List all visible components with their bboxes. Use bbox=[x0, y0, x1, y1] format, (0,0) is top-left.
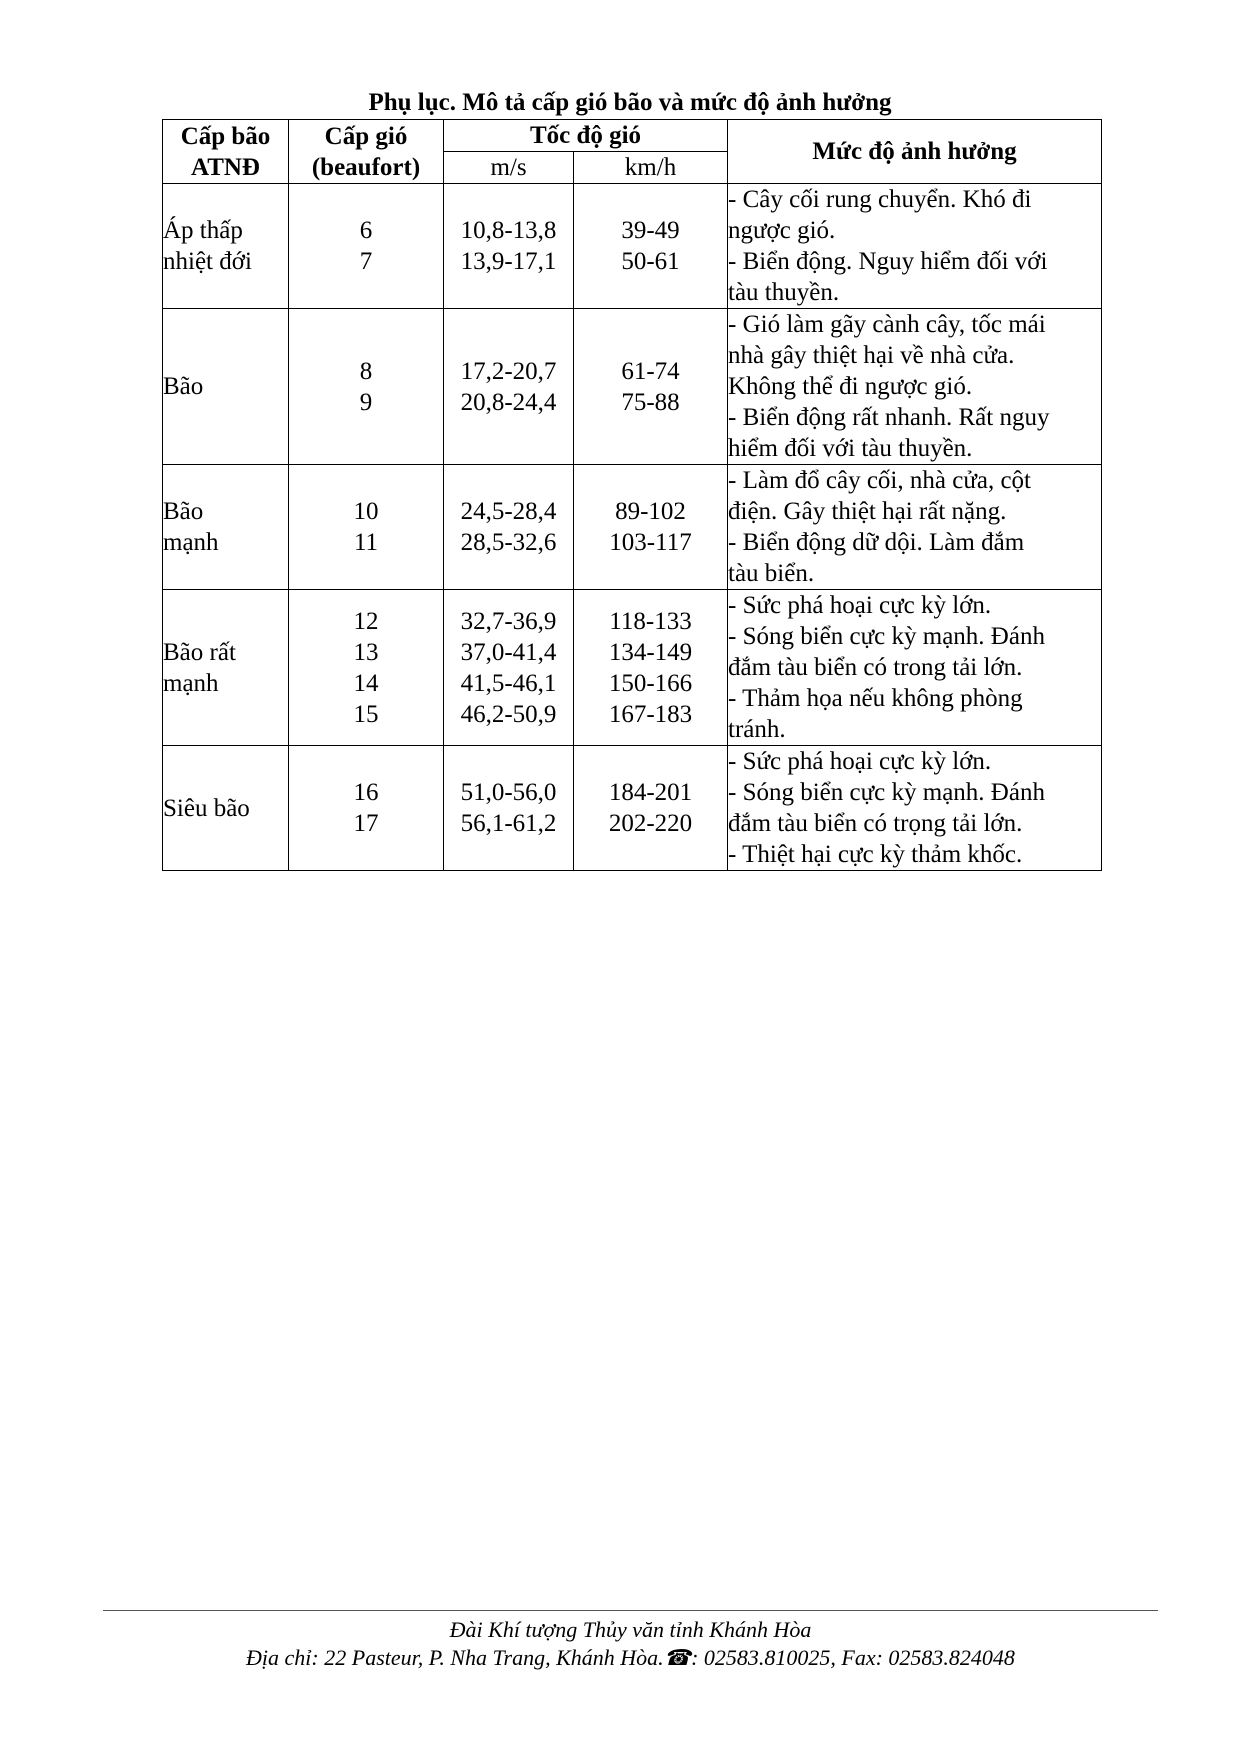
kmh-value: 39-49 bbox=[621, 217, 680, 244]
impact-line: - Sức phá hoại cực kỳ lớn. bbox=[728, 592, 992, 619]
beaufort-value: 12 bbox=[353, 607, 379, 635]
header-cap-gio-line2: (beaufort) bbox=[311, 153, 421, 181]
cell-category bbox=[163, 465, 289, 590]
impact-line: tránh. bbox=[728, 716, 786, 743]
cell-beaufort bbox=[289, 590, 444, 746]
kmh-value: 50-61 bbox=[621, 248, 680, 275]
header-kmh: km/h bbox=[574, 152, 728, 184]
kmh-value: 61-74 bbox=[621, 357, 680, 385]
impact-line: - Sóng biển cực kỳ mạnh. Đánh bbox=[728, 623, 1045, 650]
header-toc-do-gio: Tốc độ gió bbox=[444, 120, 728, 152]
header-cap-gio-line1: Cấp gió bbox=[324, 122, 408, 150]
category-line: Bão bbox=[163, 373, 204, 400]
beaufort-value: 9 bbox=[359, 388, 373, 416]
impact-line: tàu biển. bbox=[728, 560, 815, 587]
cell-ms bbox=[444, 184, 574, 309]
beaufort-value: 16 bbox=[353, 779, 379, 806]
table-row bbox=[163, 465, 1102, 590]
header-ms: m/s bbox=[444, 152, 574, 184]
impact-line: Không thể đi ngược gió. bbox=[728, 373, 973, 400]
ms-value: 46,2-50,9 bbox=[460, 700, 557, 728]
ms-value: 28,5-32,6 bbox=[460, 529, 557, 556]
ms-value: 32,7-36,9 bbox=[460, 607, 557, 635]
impact-line: - Biển động dữ dội. Làm đắm bbox=[728, 529, 1025, 556]
impact-line: - Sóng biển cực kỳ mạnh. Đánh bbox=[728, 779, 1045, 806]
cell-beaufort bbox=[289, 746, 444, 871]
kmh-value: 103-117 bbox=[609, 529, 692, 556]
impact-line: - Cây cối rung chuyển. Khó đi bbox=[728, 186, 1032, 213]
ms-value: 41,5-46,1 bbox=[460, 669, 557, 697]
footer-organization: Đài Khí tượng Thủy văn tỉnh Khánh Hòa bbox=[449, 1617, 812, 1642]
impact-line: nhà gây thiệt hại về nhà cửa. bbox=[728, 342, 1015, 369]
category-line: Bão bbox=[163, 498, 204, 525]
cell-beaufort bbox=[289, 465, 444, 590]
table-row bbox=[163, 309, 1102, 465]
impact-line: - Biển động. Nguy hiểm đối với bbox=[728, 248, 1048, 275]
impact-line: đắm tàu biển có trong tải lớn. bbox=[728, 654, 1023, 681]
beaufort-value: 11 bbox=[353, 529, 379, 556]
footer-divider bbox=[103, 1610, 1158, 1611]
cell-kmh bbox=[574, 309, 728, 465]
cell-beaufort bbox=[289, 309, 444, 465]
cell-impact bbox=[728, 184, 1102, 309]
impact-line: - Thảm họa nếu không phòng bbox=[728, 685, 1023, 712]
impact-line: hiểm đối với tàu thuyền. bbox=[728, 435, 973, 462]
cell-impact bbox=[728, 309, 1102, 465]
table-row bbox=[163, 590, 1102, 746]
beaufort-value: 13 bbox=[353, 638, 379, 666]
cell-kmh bbox=[574, 465, 728, 590]
cell-beaufort bbox=[289, 184, 444, 309]
header-row-1 bbox=[163, 120, 1102, 152]
impact-line: - Gió làm gãy cành cây, tốc mái bbox=[728, 311, 1046, 338]
cell-impact bbox=[728, 590, 1102, 746]
ms-value: 24,5-28,4 bbox=[460, 498, 557, 525]
cell-category bbox=[163, 309, 289, 465]
kmh-value: 75-88 bbox=[621, 388, 680, 416]
header-cap-bao-line2: ATNĐ bbox=[191, 153, 260, 181]
cell-category bbox=[163, 184, 289, 309]
category-line: nhiệt đới bbox=[163, 248, 252, 275]
footer-address: Địa chỉ: 22 Pasteur, P. Nha Trang, Khánh Hòa.☎: 02583.810025, Fax: 02583.824048 bbox=[246, 1645, 1015, 1670]
impact-line: - Thiệt hại cực kỳ thảm khốc. bbox=[728, 841, 1023, 868]
impact-line: tàu thuyền. bbox=[728, 279, 840, 306]
kmh-value: 89-102 bbox=[615, 498, 686, 525]
kmh-value: 184-201 bbox=[608, 779, 693, 806]
kmh-value: 150-166 bbox=[608, 669, 693, 697]
beaufort-value: 6 bbox=[359, 217, 373, 244]
cell-kmh bbox=[574, 184, 728, 309]
ms-value: 20,8-24,4 bbox=[460, 388, 557, 416]
ms-value: 37,0-41,4 bbox=[460, 638, 557, 666]
table-row bbox=[163, 746, 1102, 871]
cell-ms bbox=[444, 309, 574, 465]
category-line: Siêu bão bbox=[163, 794, 250, 822]
cell-category bbox=[163, 590, 289, 746]
kmh-value: 202-220 bbox=[608, 810, 693, 837]
beaufort-value: 8 bbox=[359, 357, 373, 385]
cell-category bbox=[163, 746, 289, 871]
cell-kmh bbox=[574, 746, 728, 871]
impact-line: ngược gió. bbox=[728, 217, 836, 244]
kmh-value: 134-149 bbox=[608, 638, 693, 666]
beaufort-value: 15 bbox=[353, 700, 379, 728]
cell-ms bbox=[444, 465, 574, 590]
impact-line: - Sức phá hoại cực kỳ lớn. bbox=[728, 748, 992, 775]
kmh-value: 118-133 bbox=[609, 607, 692, 635]
beaufort-value: 14 bbox=[353, 669, 379, 697]
kmh-value: 167-183 bbox=[608, 700, 693, 728]
wind-scale-table bbox=[162, 119, 1102, 871]
impact-line: - Làm đổ cây cối, nhà cửa, cột bbox=[728, 467, 1032, 494]
impact-line: điện. Gây thiệt hại rất nặng. bbox=[728, 498, 1007, 525]
page-title: Phụ lục. Mô tả cấp gió bão và mức độ ảnh hưởng bbox=[368, 89, 892, 116]
cell-ms bbox=[444, 746, 574, 871]
ms-value: 13,9-17,1 bbox=[460, 248, 557, 275]
header-cap-gio bbox=[289, 120, 444, 184]
ms-value: 17,2-20,7 bbox=[460, 357, 557, 385]
impact-line: - Biển động rất nhanh. Rất nguy bbox=[728, 404, 1050, 431]
impact-line: đắm tàu biển có trọng tải lớn. bbox=[728, 810, 1023, 837]
ms-value: 51,0-56,0 bbox=[460, 779, 557, 806]
cell-kmh bbox=[574, 590, 728, 746]
cell-impact bbox=[728, 746, 1102, 871]
header-cap-bao-line1: Cấp bão bbox=[180, 122, 271, 150]
table-row bbox=[163, 184, 1102, 309]
beaufort-value: 7 bbox=[359, 248, 373, 275]
header-cap-bao bbox=[163, 120, 289, 184]
cell-impact bbox=[728, 465, 1102, 590]
ms-value: 56,1-61,2 bbox=[460, 810, 557, 837]
cell-ms bbox=[444, 590, 574, 746]
category-line: mạnh bbox=[163, 529, 219, 556]
beaufort-value: 10 bbox=[353, 498, 379, 525]
ms-value: 10,8-13,8 bbox=[460, 217, 557, 244]
header-muc-do-anh-huong: Mức độ ảnh hưởng bbox=[728, 120, 1102, 184]
category-line: Áp thấp bbox=[163, 217, 243, 244]
beaufort-value: 17 bbox=[353, 810, 379, 837]
category-line: mạnh bbox=[163, 669, 219, 697]
category-line: Bão rất bbox=[163, 638, 236, 666]
